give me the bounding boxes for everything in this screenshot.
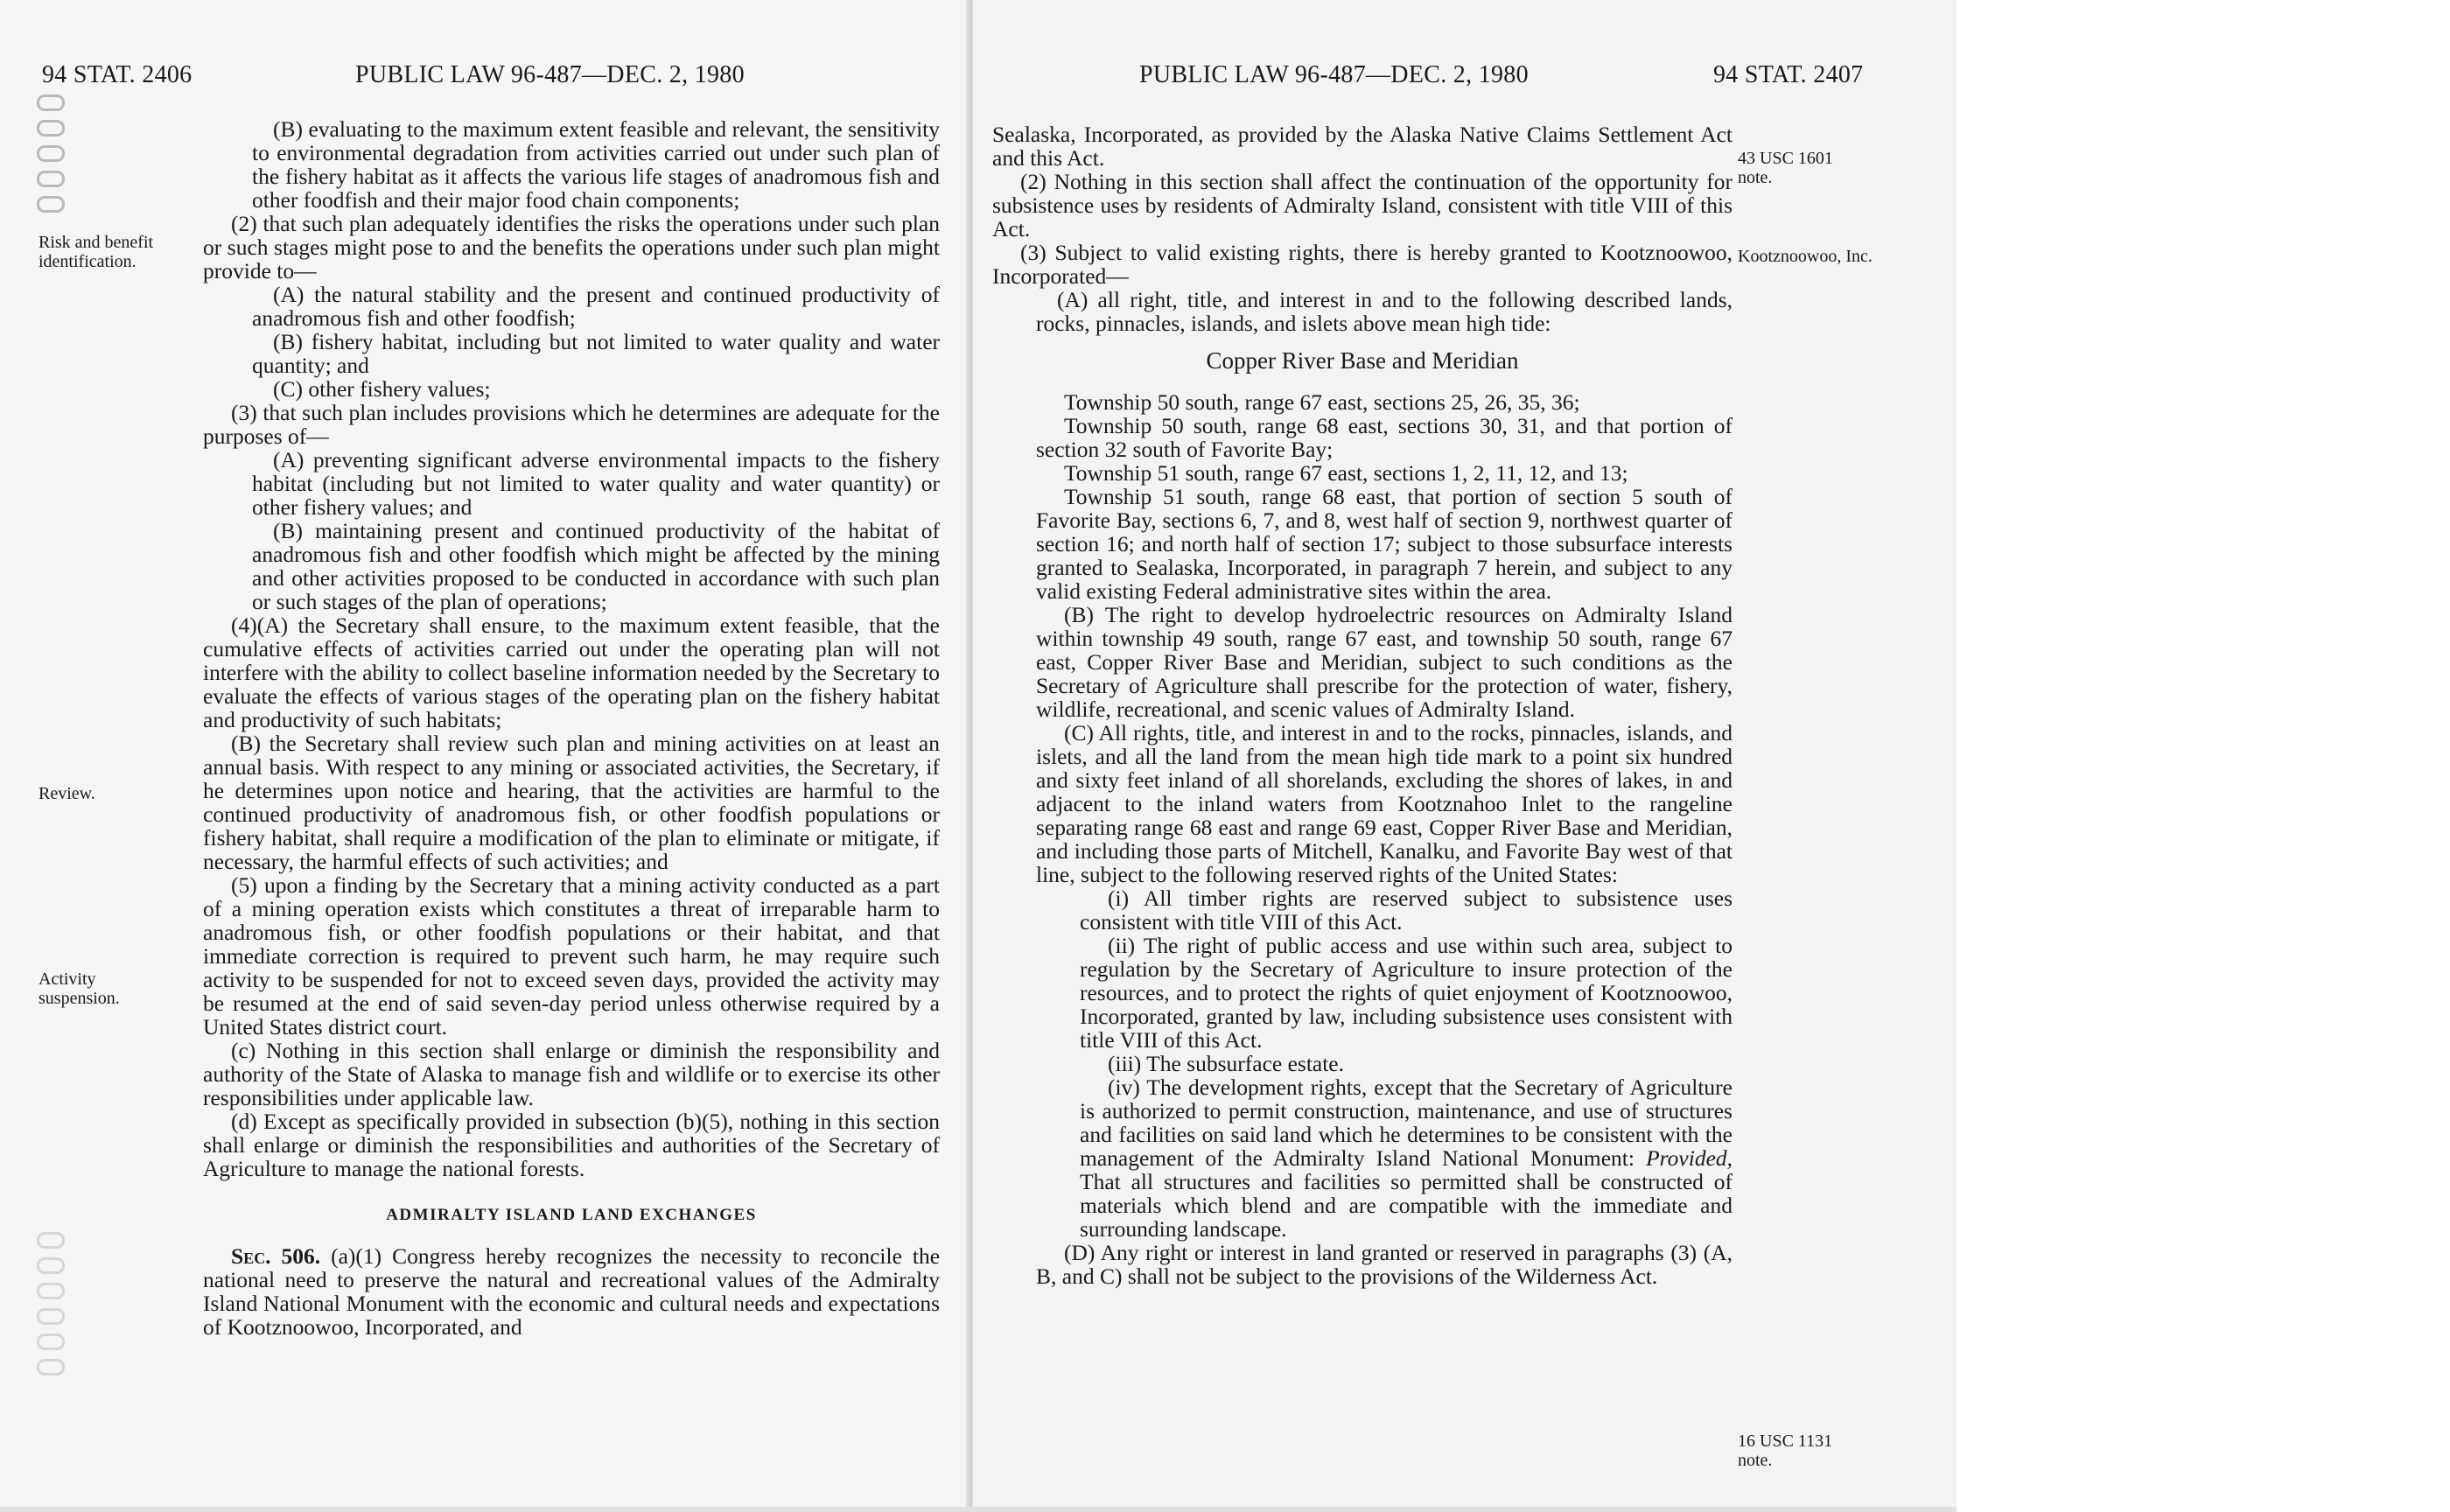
left-body-text (203, 117, 940, 1339)
paragraph: (C) All rights, title, and interest in and to the rocks, pinnacles, islands, and islets, and all the land from the mean high tide mark to a point six hundred and sixty feet inland of all shorelands, excluding the shores of lakes, in and adjacent to the inland waters from Kootznahoo Inlet to the rangeline separating range 68 east and range 69 east, Copper River Base and Meridian, and including those parts of Mitchell, Kanalku, and Favorite Bay west of that line, subject to the following reserved rights of the United States: (1036, 720, 1732, 887)
margin-note-activity: Activity suspension. (38, 970, 120, 1008)
provided-rest: That all structures and facilities so permitted shall be constructed of materials which blend and are compatible with the immediate and surrounding landscape. (1080, 1169, 1732, 1242)
section-heading: ADMIRALTY ISLAND LAND EXCHANGES (386, 1206, 757, 1224)
paragraph: (2) Nothing in this section shall affect the continuation of the opportunity for subsistence uses by residents of Admiralty Island, consistent with title VIII of this Act. (992, 169, 1732, 242)
reserved-right-iv (1080, 1075, 1732, 1241)
paragraph: (3) Subject to valid existing rights, there is hereby granted to Kootznoowoo, Incorporated— (992, 240, 1732, 289)
paragraph: (B) maintaining present and continued productivity of the habitat of anadromous fish and other foodfish which might be affected by the mining and other activities proposed to be conducted in accordance with such plan or such stages of the plan of operations; (252, 518, 940, 614)
township-item: Township 50 south, range 67 east, sections 25, 26, 35, 36; (1064, 389, 1580, 415)
township-item: Township 50 south, range 68 east, sections 30, 31, and that portion of section 32 south of Favorite Bay; (1036, 413, 1732, 462)
margin-note-review: Review. (38, 784, 95, 803)
margin-note-kootznoowoo: Kootznoowoo, Inc. (1738, 247, 1872, 266)
paragraph: (D) Any right or interest in land granted or reserved in paragraphs (3) (A, B, and C) shall not be subject to the provisions of the Wilderness Act. (1036, 1240, 1732, 1289)
paragraph: Sealaska, Incorporated, as provided by the Alaska Native Claims Settlement Act and this Act. (992, 122, 1732, 171)
paragraph: (d) Except as specifically provided in subsection (b)(5), nothing in this section shall enlarge or diminish the responsibilities and authorities of the Secretary of Agriculture to manage the national forests. (203, 1109, 940, 1181)
page-header-title-left: PUBLIC LAW 96-487—DEC. 2, 1980 (355, 61, 745, 88)
right-page (973, 0, 1956, 1512)
provided-italic: Provided, (1646, 1145, 1733, 1171)
paragraph: (4)(A) the Secretary shall ensure, to the maximum extent feasible, that the cumulative effects of activities carried out under the operating plan will not interfere with the ability to collect baseline information needed by the Secretary to evaluate the effects of various stages of the operating plan on the fishery habitat and productivity of such habitats; (203, 612, 940, 732)
paragraph: (3) that such plan includes provisions which he determines are adequate for the purposes of— (203, 400, 940, 449)
reserved-right: (i) All timber rights are reserved subject to subsistence uses consistent with title VIII of this Act. (1080, 886, 1732, 934)
township-item: Township 51 south, range 68 east, that portion of section 5 south of Favorite Bay, sections 6, 7, and 8, west half of section 9, northwest quarter of section 16; and north half of section 17; subject to those subsurface interests granted to Sealaska, Incorporated, in paragraph 7 herein, and subject to any valid existing Federal administrative sites within the area. (1036, 484, 1732, 604)
reserved-right: (ii) The right of public access and use within such area, subject to regulation by the Secretary of Agriculture to insure protection of the resources, and to protect the rights of quiet enjoyment of Kootznoowoo, Incorporated, granted by law, including subsistence uses consistent with title VIII of this Act. (1080, 933, 1732, 1053)
paragraph: (B) fishery habitat, including but not limited to water quality and water quantity; and (252, 329, 940, 378)
paragraph: (5) upon a finding by the Secretary that a mining activity conducted as a part of a mining operation exists which constitutes a threat of irreparable harm to anadromous fish, or other foodfish populations or their habitat, and that immediate correction is required to prevent such harm, he may require such activity to be suspended for not to exceed seven days, provided the activity may be resumed at the end of said seven-day period unless otherwise required by a United States district court. (203, 872, 940, 1040)
section-506-paragraph (203, 1244, 940, 1339)
left-page (0, 0, 968, 1512)
page-stat-right: 94 STAT. 2407 (1713, 61, 1864, 88)
paragraph: (B) evaluating to the maximum extent feasible and relevant, the sensitivity to environmental degradation from activities carried out under such plan of the fishery habitat as it affects the various life stages of anadromous fish and other foodfish and their major food chain components; (252, 116, 940, 213)
paragraph: (B) The right to develop hydroelectric resources on Admiralty Island within township 49 south, range 67 east, and township 50 south, range 67 east, Copper River Base and Meridian, subject to such conditions as the Secretary of Agriculture shall prescribe for the protection of water, fishery, wildlife, recreational, and scenic values of Admiralty Island. (1036, 602, 1732, 722)
right-body-text (992, 122, 1732, 1288)
paragraph: (A) the natural stability and the present and continued productivity of anadromous fish and other foodfish; (252, 282, 940, 331)
reserved-rights-list (1036, 886, 1732, 1241)
paragraph: (2) that such plan adequately identifies the risks the operations under such plan or such stages might pose to and the benefits the operations under such plan might provide to— (203, 211, 940, 284)
reserved-right: (iii) The subsurface estate. (1108, 1051, 1345, 1076)
paragraph: (C) other fishery values; (273, 376, 491, 402)
blank-background (1956, 0, 2450, 1512)
paragraph: (c) Nothing in this section shall enlarge or diminish the responsibility and authority of the State of Alaska to manage fish and wildlife or to exercise its other responsibilities under applicable law. (203, 1038, 940, 1110)
punch-holes-bottom (37, 1232, 72, 1384)
subheading: Copper River Base and Meridian (1206, 347, 1519, 374)
margin-note-risk: Risk and benefit identification. (38, 233, 154, 271)
punch-holes-top (37, 94, 72, 221)
page-bottom-edge (0, 1507, 1956, 1512)
page-stat-left: 94 STAT. 2406 (42, 61, 192, 88)
paragraph: (B) the Secretary shall review such plan and mining activities on at least an annual basis. With respect to any mining or associated activities, the Secretary, if he determines upon notice and hearing, that the activities are harmful to the continued productivity of anadromous fish, or other foodfish populations or fishery habitat, shall require a modification of the plan to eliminate or mitigate, if necessary, the harmful effects of such activities; and (203, 731, 940, 874)
section-text: (a)(1) Congress hereby recognizes the necessity to reconcile the national need to preserve the natural and recreational values of the Admiralty Island National Monument with the economic and cultural needs and expectations of Kootznoowoo, Incorporated, and (203, 1243, 941, 1340)
township-item: Township 51 south, range 67 east, sections 1, 2, 11, 12, and 13; (1064, 460, 1628, 486)
reserved-right-iv-text: (iv) The development rights, except that the Secretary of Agriculture is authorized to permit construction, maintenance, and use of structures and facilities on said land which he determines to be consistent with the management of the Admiralty Island National Monument: (1080, 1074, 1732, 1171)
paragraph: (A) preventing significant adverse environmental impacts to the fishery habitat (including but not limited to water quality and water quantity) or other fishery values; and (252, 447, 940, 520)
section-label: Sec. 506. (231, 1243, 321, 1269)
paragraph: (A) all right, title, and interest in and to the following described lands, rocks, pinnacles, islands, and islets above mean high tide: (1036, 287, 1732, 336)
margin-note-usc-1131: 16 USC 1131 note. (1738, 1432, 1833, 1470)
page-header-title-right: PUBLIC LAW 96-487—DEC. 2, 1980 (1139, 61, 1529, 88)
margin-note-usc-1601: 43 USC 1601 note. (1738, 149, 1833, 187)
township-list (992, 390, 1732, 1288)
